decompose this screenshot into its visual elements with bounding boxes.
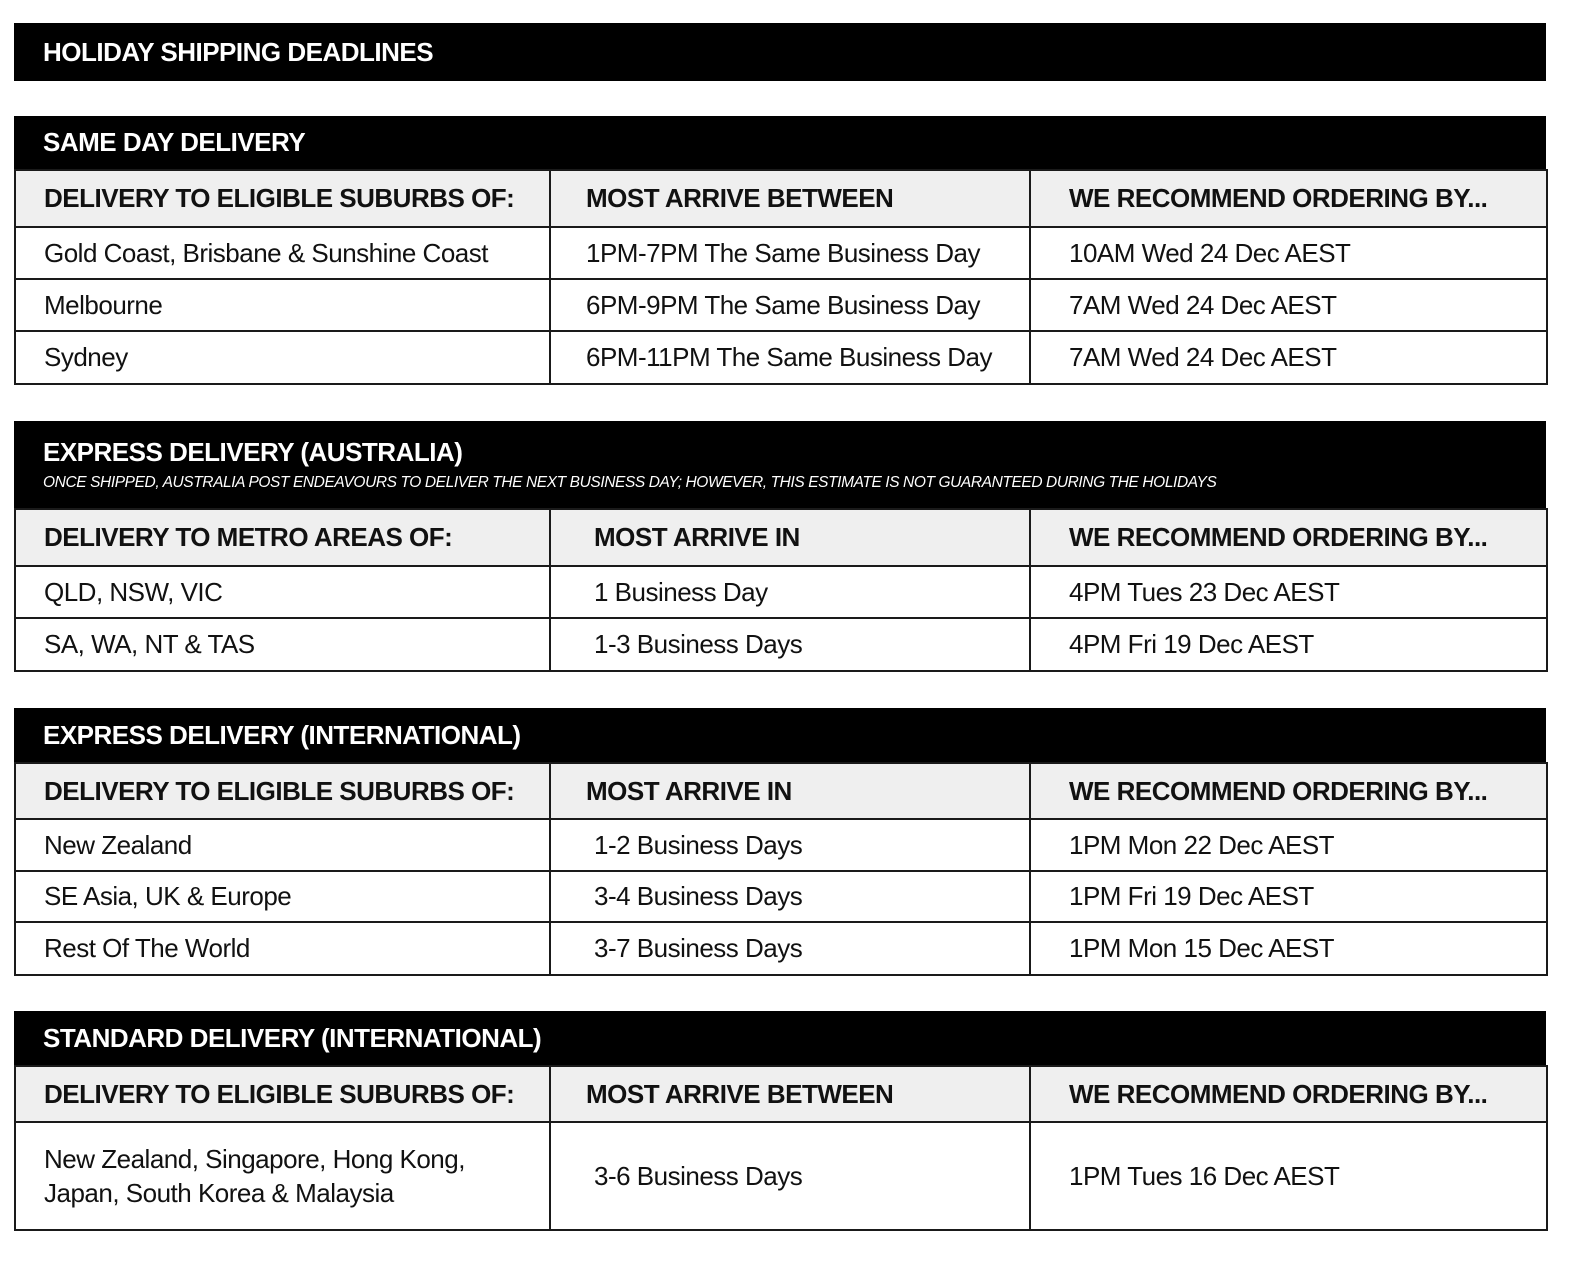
arrival-cell: 1-2 Business Days <box>550 819 1030 871</box>
column-header: WE RECOMMEND ORDERING BY... <box>1030 509 1547 566</box>
column-header: WE RECOMMEND ORDERING BY... <box>1030 1066 1547 1122</box>
region-cell: SA, WA, NT & TAS <box>15 618 550 671</box>
region-cell: Sydney <box>15 331 550 384</box>
section-header <box>14 708 1546 762</box>
column-header: MOST ARRIVE BETWEEN <box>550 170 1030 227</box>
section-title: EXPRESS DELIVERY (AUSTRALIA) <box>43 437 463 467</box>
shipping-table <box>14 762 1548 976</box>
deadline-cell: 4PM Tues 23 Dec AEST <box>1030 566 1547 618</box>
arrival-cell: 3-4 Business Days <box>550 871 1030 922</box>
arrival-cell: 3-6 Business Days <box>550 1122 1030 1230</box>
section-subtitle: ONCE SHIPPED, AUSTRALIA POST ENDEAVOURS TO DELIVER THE NEXT BUSINESS DAY; HOWEVER, THIS ESTIMATE IS NOT GUARANTEED DURING THE HOLIDAYS <box>43 474 1217 491</box>
column-header: DELIVERY TO ELIGIBLE SUBURBS OF: <box>15 170 550 227</box>
arrival-cell: 1 Business Day <box>550 566 1030 618</box>
shipping-table <box>14 169 1548 385</box>
deadline-cell: 7AM Wed 24 Dec AEST <box>1030 331 1547 384</box>
section-header <box>14 116 1546 169</box>
deadline-cell: 4PM Fri 19 Dec AEST <box>1030 618 1547 671</box>
deadline-cell: 1PM Mon 22 Dec AEST <box>1030 819 1547 871</box>
region-cell: Rest Of The World <box>15 922 550 975</box>
arrival-cell: 6PM-9PM The Same Business Day <box>550 279 1030 331</box>
table-row <box>15 331 1547 384</box>
column-header: DELIVERY TO ELIGIBLE SUBURBS OF: <box>15 1066 550 1122</box>
column-header: MOST ARRIVE IN <box>550 763 1030 819</box>
page-title: HOLIDAY SHIPPING DEADLINES <box>14 23 1546 81</box>
column-header: WE RECOMMEND ORDERING BY... <box>1030 170 1547 227</box>
same-day-delivery-section <box>14 116 1546 385</box>
shipping-table <box>14 508 1548 672</box>
table-row <box>15 227 1547 279</box>
arrival-cell: 1PM-7PM The Same Business Day <box>550 227 1030 279</box>
deadline-cell: 1PM Tues 16 Dec AEST <box>1030 1122 1547 1230</box>
deadline-cell: 1PM Mon 15 Dec AEST <box>1030 922 1547 975</box>
table-row <box>15 1122 1547 1230</box>
table-row <box>15 279 1547 331</box>
express-international-section <box>14 708 1546 976</box>
table-row <box>15 871 1547 922</box>
deadline-cell: 10AM Wed 24 Dec AEST <box>1030 227 1547 279</box>
table-header-row <box>15 763 1547 819</box>
table-row <box>15 922 1547 975</box>
table-header-row <box>15 1066 1547 1122</box>
column-header: DELIVERY TO ELIGIBLE SUBURBS OF: <box>15 763 550 819</box>
section-header <box>14 1011 1546 1065</box>
section-title: STANDARD DELIVERY (INTERNATIONAL) <box>43 1022 542 1053</box>
region-cell: Melbourne <box>15 279 550 331</box>
region-cell: QLD, NSW, VIC <box>15 566 550 618</box>
express-australia-section <box>14 421 1546 672</box>
section-header <box>14 421 1546 508</box>
table-row <box>15 819 1547 871</box>
table-row <box>15 618 1547 671</box>
deadline-cell: 7AM Wed 24 Dec AEST <box>1030 279 1547 331</box>
arrival-cell: 3-7 Business Days <box>550 922 1030 975</box>
arrival-cell: 6PM-11PM The Same Business Day <box>550 331 1030 384</box>
column-header: DELIVERY TO METRO AREAS OF: <box>15 509 550 566</box>
region-cell: Gold Coast, Brisbane & Sunshine Coast <box>15 227 550 279</box>
shipping-table <box>14 1065 1548 1231</box>
section-title: EXPRESS DELIVERY (INTERNATIONAL) <box>43 719 521 750</box>
region-cell: New Zealand, Singapore, Hong Kong, Japan, South Korea & Malaysia <box>15 1122 550 1230</box>
region-cell: New Zealand <box>15 819 550 871</box>
region-cell: SE Asia, UK & Europe <box>15 871 550 922</box>
arrival-cell: 1-3 Business Days <box>550 618 1030 671</box>
column-header: MOST ARRIVE BETWEEN <box>550 1066 1030 1122</box>
section-title: SAME DAY DELIVERY <box>43 127 306 157</box>
table-header-row <box>15 170 1547 227</box>
standard-international-section <box>14 1011 1546 1231</box>
deadline-cell: 1PM Fri 19 Dec AEST <box>1030 871 1547 922</box>
column-header: WE RECOMMEND ORDERING BY... <box>1030 763 1547 819</box>
column-header: MOST ARRIVE IN <box>550 509 1030 566</box>
table-row <box>15 566 1547 618</box>
table-header-row <box>15 509 1547 566</box>
